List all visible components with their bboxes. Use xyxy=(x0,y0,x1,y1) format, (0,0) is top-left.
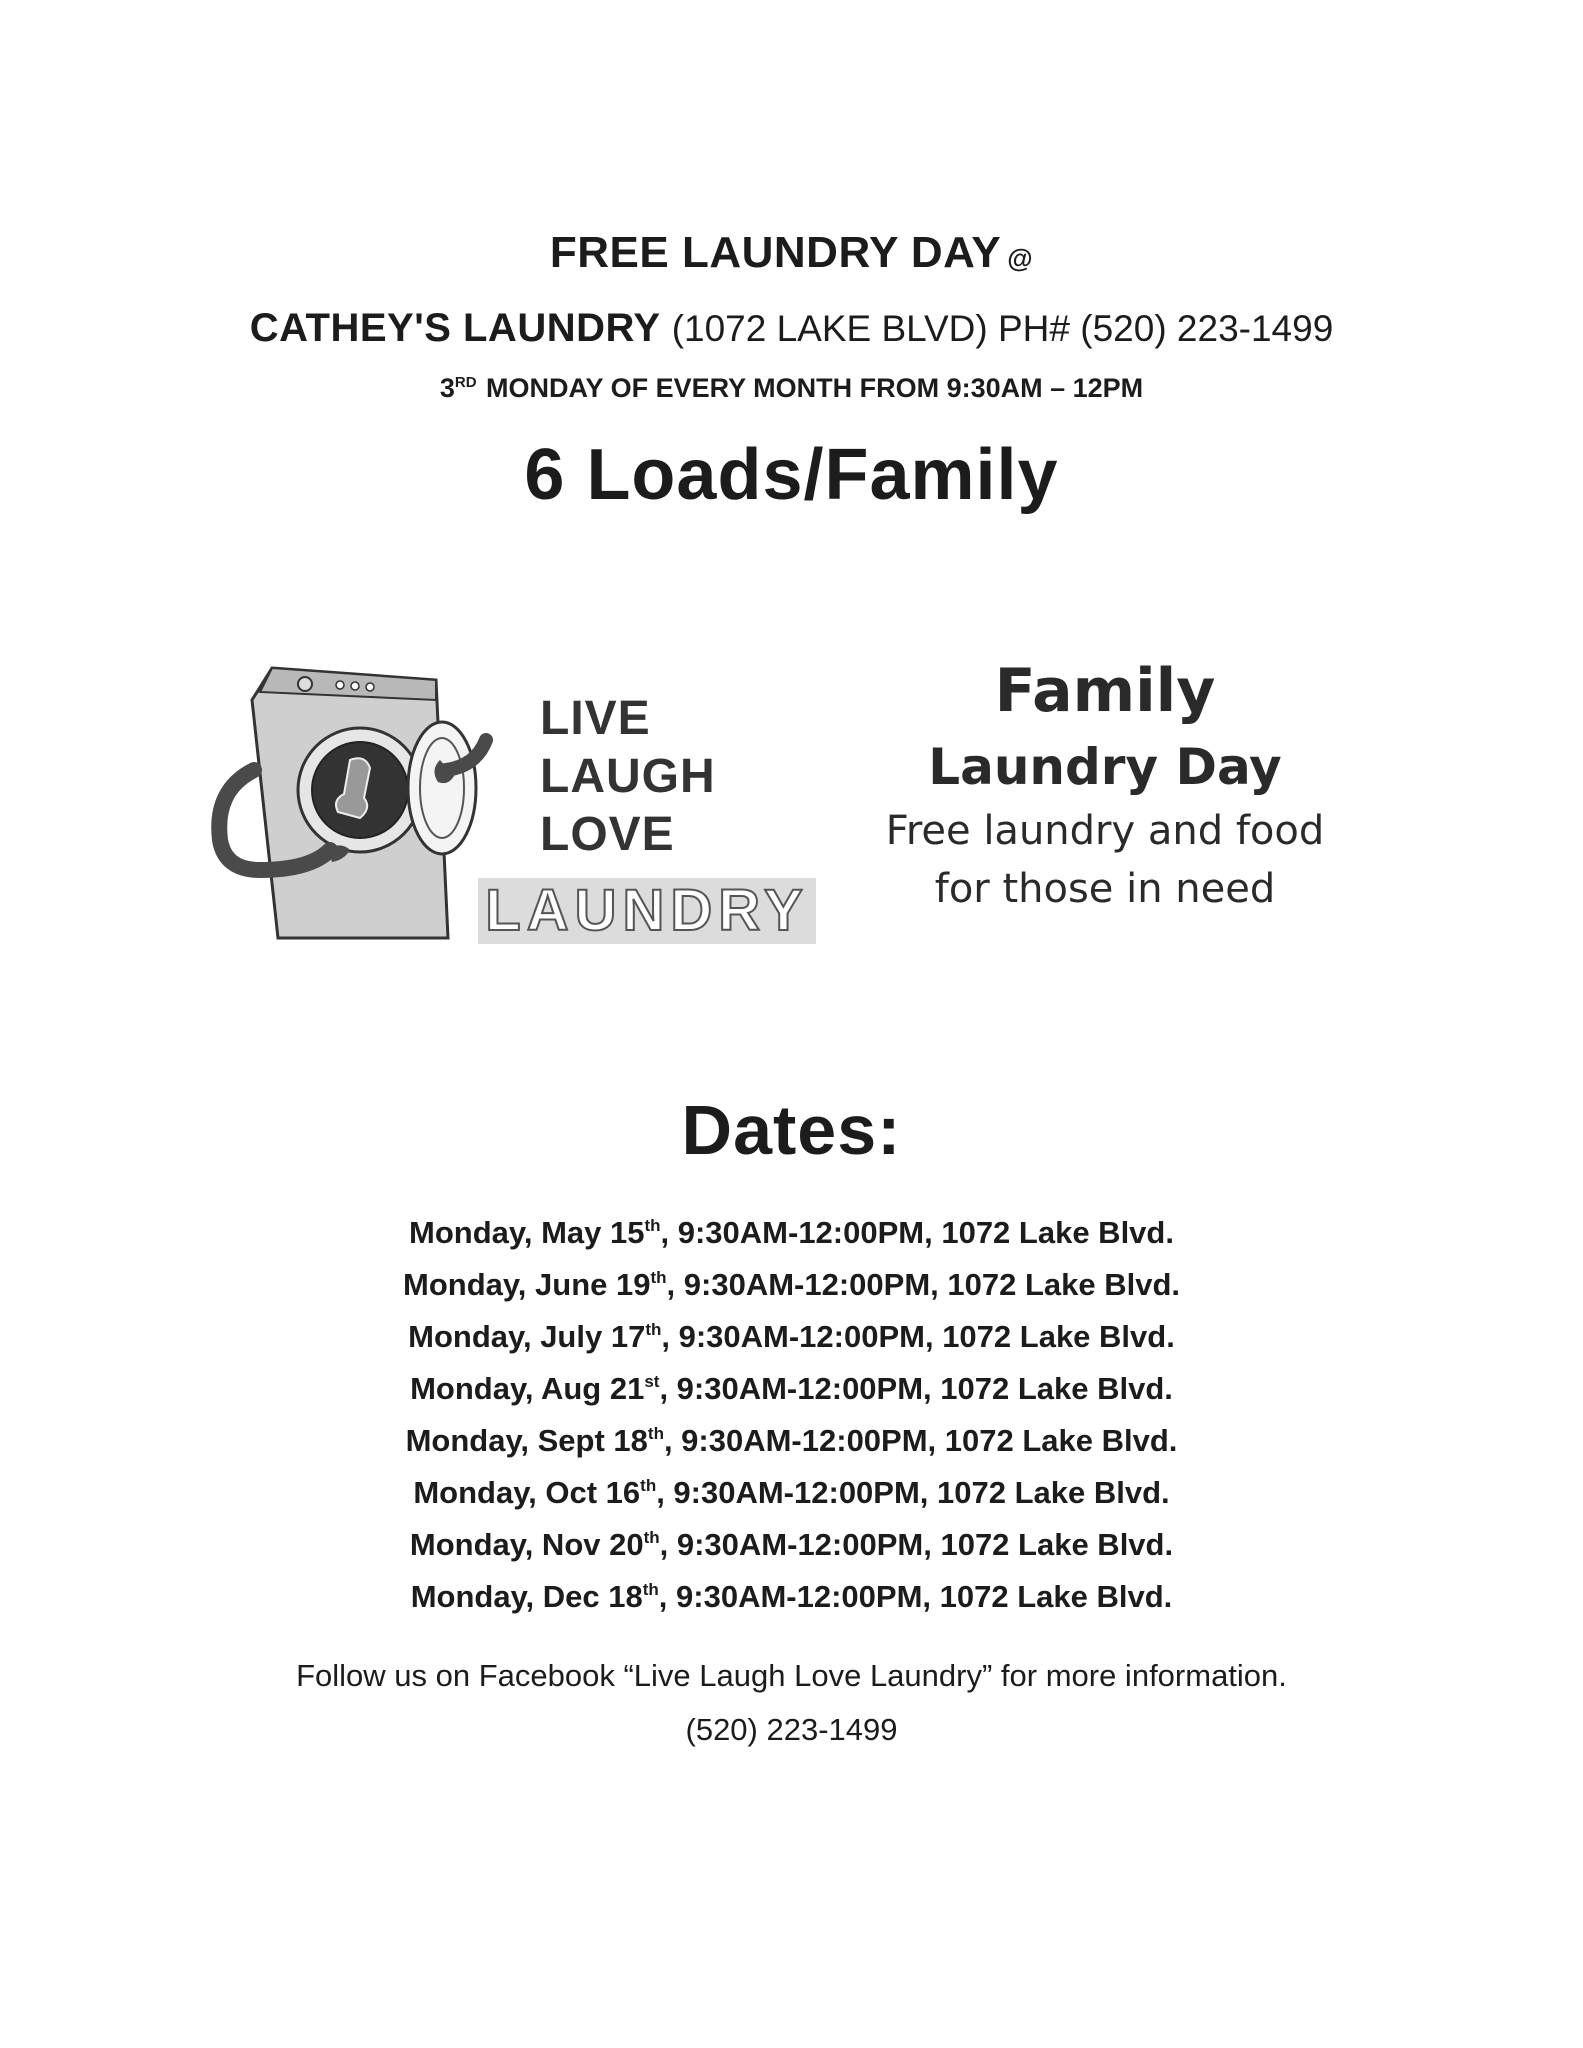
logo-word-laundry: LAUNDRY xyxy=(478,878,816,944)
date-details: , 9:30AM-12:00PM, 1072 Lake Blvd. xyxy=(658,1579,1173,1614)
date-row xyxy=(0,1512,1583,1564)
schedule-text: MONDAY OF EVERY MONTH FROM 9:30AM – 12PM xyxy=(486,373,1144,403)
date-details: , 9:30AM-12:00PM, 1072 Lake Blvd. xyxy=(660,1215,1174,1250)
date-row xyxy=(0,1564,1583,1616)
date-ordinal: st xyxy=(644,1372,660,1391)
logo-text-group xyxy=(540,690,716,864)
date-details: , 9:30AM-12:00PM, 1072 Lake Blvd. xyxy=(656,1475,1170,1510)
business-address-phone: (1072 LAKE BLVD) PH# (520) 223-1499 xyxy=(671,308,1334,349)
date-text: Monday, Sept 18 xyxy=(405,1423,648,1458)
date-ordinal: th xyxy=(640,1476,657,1495)
date-ordinal: th xyxy=(650,1268,667,1287)
date-details: , 9:30AM-12:00PM, 1072 Lake Blvd. xyxy=(661,1319,1175,1354)
date-text: Monday, Dec 18 xyxy=(410,1579,643,1614)
dates-list xyxy=(0,1200,1583,1616)
logo-word-laugh: LAUGH xyxy=(540,750,716,803)
flyer-title xyxy=(0,228,1583,278)
date-details: , 9:30AM-12:00PM, 1072 Lake Blvd. xyxy=(666,1267,1180,1302)
date-ordinal: th xyxy=(647,1424,664,1443)
date-ordinal: th xyxy=(642,1580,659,1599)
title-at-sign: @ xyxy=(1007,243,1034,273)
family-laundry-day-block xyxy=(830,650,1380,918)
date-text: Monday, Oct 16 xyxy=(413,1475,641,1510)
date-row xyxy=(0,1356,1583,1408)
business-name: CATHEY'S LAUNDRY xyxy=(249,306,661,350)
date-ordinal: th xyxy=(643,1528,660,1547)
business-info-line xyxy=(0,306,1583,351)
date-details: , 9:30AM-12:00PM, 1072 Lake Blvd. xyxy=(663,1423,1178,1458)
date-text: Monday, June 19 xyxy=(403,1267,651,1302)
date-text: Monday, July 17 xyxy=(408,1319,646,1354)
date-row xyxy=(0,1200,1583,1252)
date-row xyxy=(0,1252,1583,1304)
date-ordinal: th xyxy=(645,1320,662,1339)
family-heading: Family xyxy=(994,656,1216,726)
free-laundry-line-2: for those in need xyxy=(934,866,1276,912)
free-laundry-line-1: Free laundry and food xyxy=(885,808,1325,854)
laundry-day-heading: Laundry Day xyxy=(928,738,1282,796)
date-row xyxy=(0,1304,1583,1356)
facebook-follow-text: Follow us on Facebook “Live Laugh Love Laundry” for more information. xyxy=(296,1658,1287,1693)
date-details: , 9:30AM-12:00PM, 1072 Lake Blvd. xyxy=(659,1527,1174,1562)
date-row xyxy=(0,1408,1583,1460)
live-laugh-love-laundry-logo xyxy=(210,660,820,950)
loads-per-family: 6 Loads/Family xyxy=(524,435,1059,515)
date-row xyxy=(0,1460,1583,1512)
dates-heading: Dates: xyxy=(681,1091,902,1169)
title-text: FREE LAUNDRY DAY xyxy=(549,228,1002,277)
logo-word-love: LOVE xyxy=(540,808,675,861)
date-text: Monday, Nov 20 xyxy=(409,1527,644,1562)
date-text: Monday, Aug 21 xyxy=(410,1371,645,1406)
date-ordinal: th xyxy=(644,1216,661,1235)
schedule-line xyxy=(0,373,1583,404)
date-details: , 9:30AM-12:00PM, 1072 Lake Blvd. xyxy=(659,1371,1173,1406)
logo-word-live: LIVE xyxy=(540,692,651,745)
schedule-ordinal-suffix: RD xyxy=(454,374,477,391)
date-text: Monday, May 15 xyxy=(409,1215,645,1250)
footer-phone: (520) 223-1499 xyxy=(685,1712,898,1747)
schedule-ordinal: 3 xyxy=(439,373,455,403)
